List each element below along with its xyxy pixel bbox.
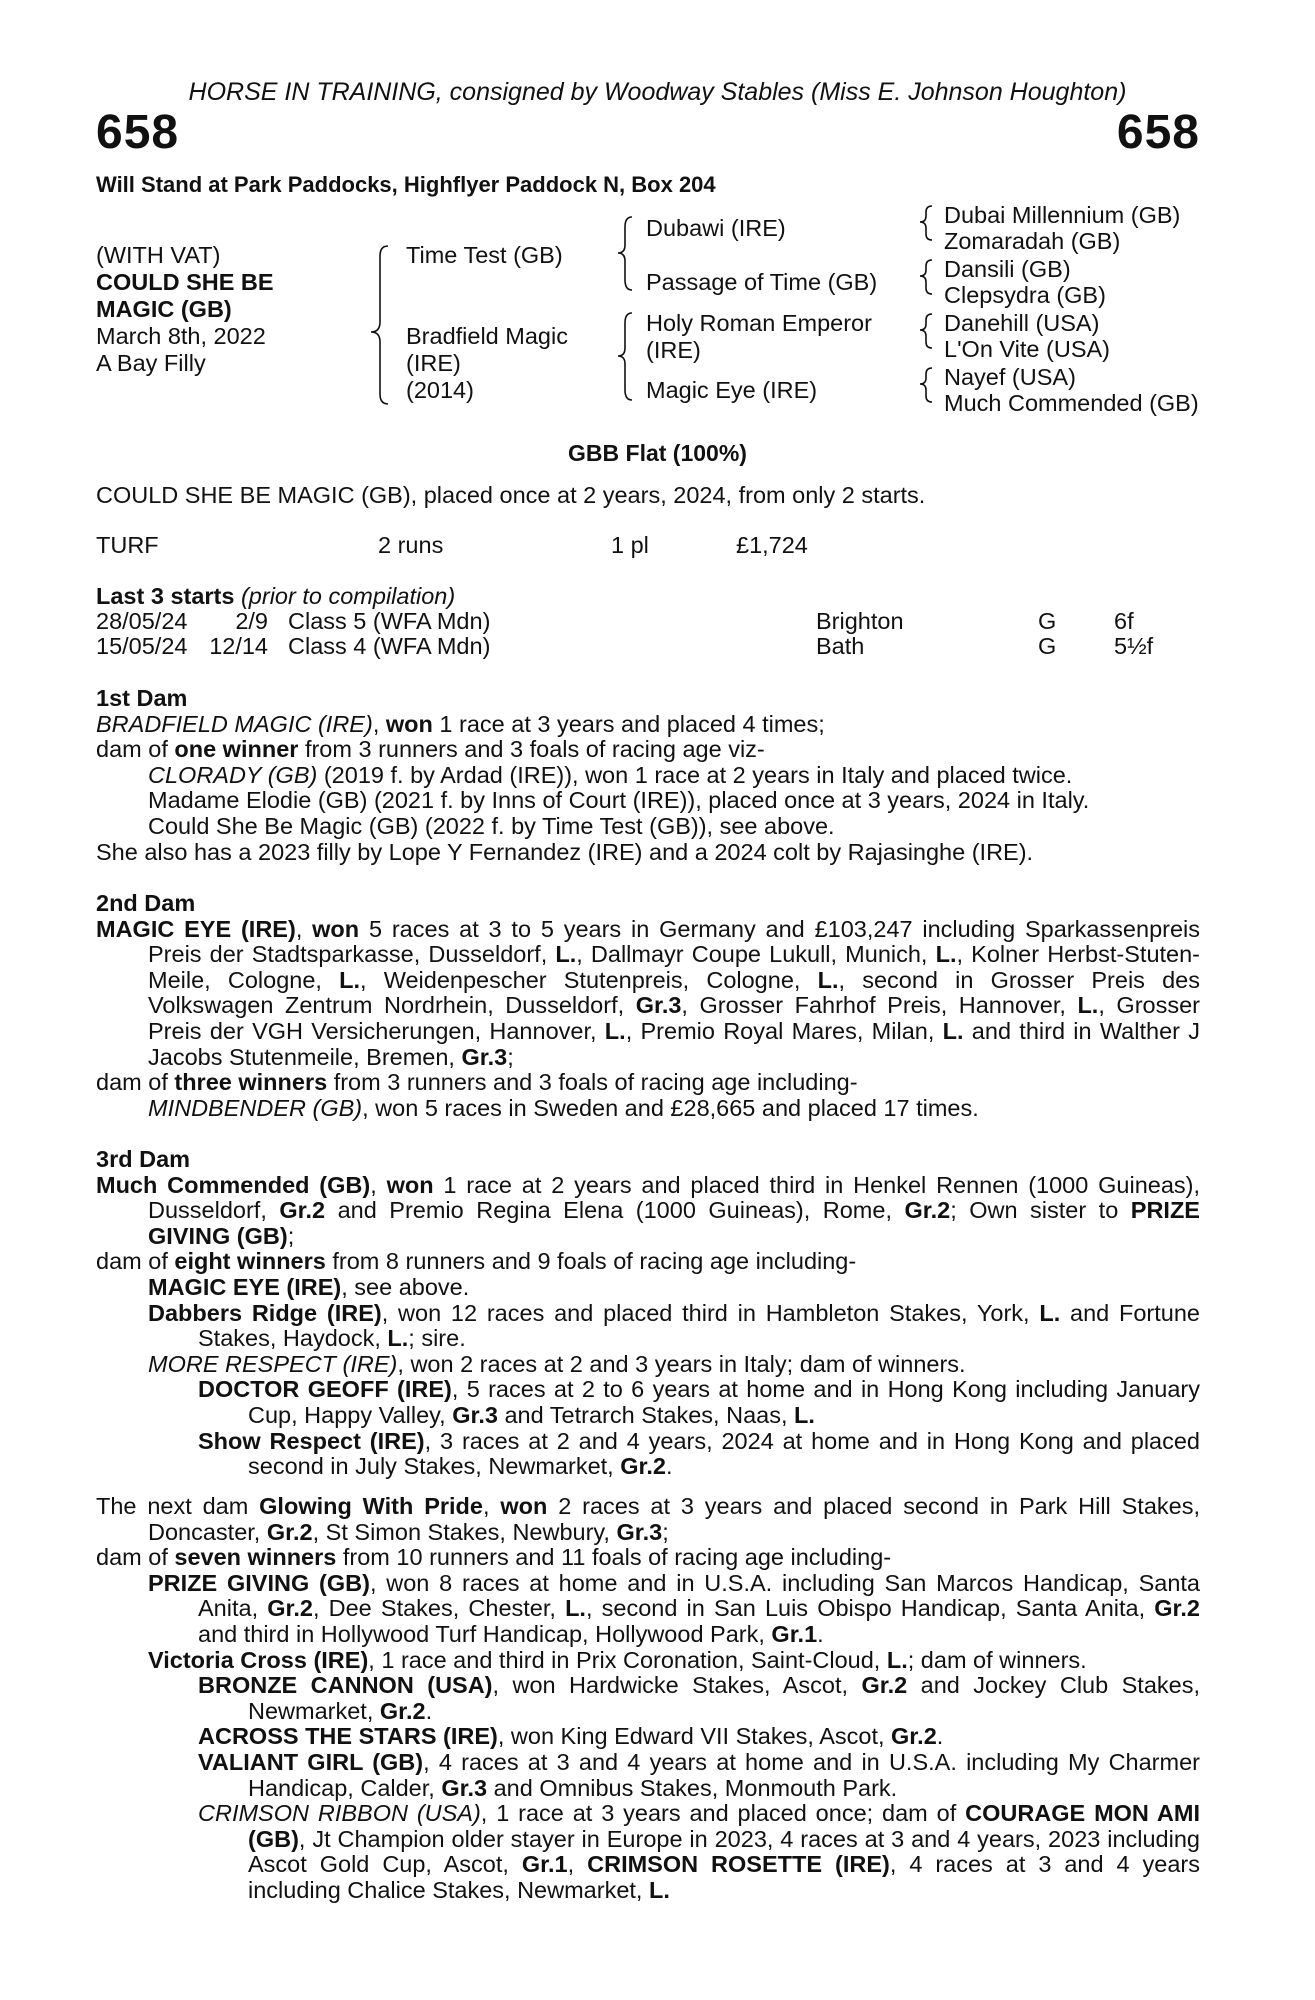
start-going: G [1038, 633, 1057, 659]
listed-label: L. [886, 1646, 908, 1673]
start-position: 12/14 [209, 633, 268, 659]
won-label: won [386, 1171, 434, 1198]
produce-entry: PRIZE GIVING (GB), won 8 races at home and in U.S.A. including San Marcos Handicap, Santa Anita, Gr.2, Dee Stakes, Chester, L., second in San Luis Obispo Handicap, Santa Anita, Gr.2 and third in Hollywood Turf Handicap, Hollywood Park, Gr.1. [148, 1569, 1200, 1647]
group-label: Gr.2 [267, 1595, 313, 1622]
third-dam-section [96, 1147, 1200, 1480]
grandproduce-entry: BRONZE CANNON (USA), won Hardwicke Stakes, Ascot, Gr.2 and Jockey Club Stakes, Newmarket, Gr.2. [198, 1672, 1201, 1724]
consignor-header: HORSE IN TRAINING, consigned by Woodway Stables (Miss E. Johnson Houghton) [188, 78, 1127, 106]
section-heading: 1st Dam [96, 685, 188, 711]
dam-name: MAGIC EYE (IRE) [96, 915, 296, 942]
dam-record: MAGIC EYE (IRE), won 5 races at 3 to 5 years in Germany and £103,247 including Sparkassenpreis Preis der Stadtsparkasse, Dusseldorf, L., Dallmayr Coupe Lukull, Munich, L., Kolner Herbst-Stuten-Meile, Cologne, L., Weidenpescher Stutenpreis, Cologne, L., second in Grosser Preis des Volkswagen Zentrum Nordrhein, Dusseldorf, Gr.3, Grosser Fahrhof Preis, Hannover, L., Grosser Preis der VGH Versicherungen, Hannover, L., Premio Royal Mares, Milan, L. and third in Walther J Jacobs Stutenmeile, Bremen, Gr.3; [96, 915, 1201, 1070]
listed-label: L. [1077, 992, 1099, 1019]
listed-label: L. [935, 941, 957, 968]
won-label: won [500, 1493, 548, 1519]
start-class: Class 5 (WFA Mdn) [288, 608, 491, 634]
lot-number-left: 658 [96, 106, 180, 159]
group-label: Gr.2 [620, 1453, 666, 1480]
listed-label: L. [794, 1401, 815, 1428]
pedigree-ggp-2: Zomaradah (GB) [944, 228, 1121, 254]
group-label: Gr.3 [441, 1774, 488, 1801]
listed-label: L. [555, 941, 577, 968]
listed-label: L. [648, 1876, 670, 1903]
last-starts-title: Last 3 starts [96, 583, 235, 609]
brace-ds [920, 314, 932, 348]
grandproduce-entry: VALIANT GIRL (GB), 4 races at 3 and 4 years at home and in U.S.A. including My Charmer Handicap, Calder, Gr.3 and Omnibus Stakes, Monmouth Park. [198, 1748, 1200, 1801]
section-heading: 3rd Dam [96, 1146, 191, 1172]
group-label: Gr.2 [279, 1197, 326, 1224]
group-label: Gr.1 [771, 1620, 818, 1647]
turf-placed: 1 pl [611, 532, 649, 558]
group-label: Gr.2 [379, 1697, 426, 1724]
race-summary: COULD SHE BE MAGIC (GB), placed once at 2 years, 2024, from only 2 starts. [96, 482, 926, 508]
turf-runs: 2 runs [378, 532, 444, 558]
produce-name: PRIZE GIVING (GB) [148, 1569, 370, 1596]
produce-name: MAGIC EYE (IRE) [148, 1273, 342, 1300]
group-label: Gr.1 [521, 1851, 568, 1878]
grandproduce-entry: CRIMSON RIBBON (USA), 1 race at 3 years and placed once; dam of COURAGE MON AMI (GB), Jt Champion older stayer in Europe in 2023, 4 races at 3 and 4 years, 2023 including Ascot Gold Cup, Ascot, Gr.1, CRIMSON ROSETTE (IRE), 4 races at 3 and 4 years including Chalice Stakes, Newmarket, L. [198, 1800, 1200, 1903]
group-label: Gr.3 [461, 1043, 508, 1070]
grandproduce-entry: Show Respect (IRE), 3 races at 2 and 4 years, 2024 at home and in Hong Kong and placed second in July Stakes, Newmarket, Gr.2. [198, 1427, 1200, 1480]
pedigree-ggp-3: Dansili (GB) [944, 256, 1071, 282]
brace-ss [920, 206, 932, 240]
brace-main [371, 246, 388, 404]
first-dam-section [96, 686, 1200, 865]
listed-label: L. [565, 1595, 586, 1622]
pedigree-ggp-6: L'On Vite (USA) [944, 336, 1111, 362]
brace-sd [920, 260, 932, 294]
horse-description: A Bay Filly [96, 350, 206, 376]
listed-label: L. [387, 1325, 409, 1352]
horse-name-line1: COULD SHE BE [96, 269, 274, 295]
produce-rest: from 3 runners and 3 foals of racing age viz- [298, 736, 765, 763]
additional-produce: She also has a 2023 filly by Lope Y Fernandez (IRE) and a 2024 colt by Rajasinghe (IRE). [96, 838, 1034, 865]
listed-label: L. [942, 1017, 964, 1044]
produce-name: CRIMSON RIBBON (USA) [198, 1800, 481, 1827]
start-distance: 5½f [1114, 633, 1154, 659]
group-label: Gr.2 [861, 1672, 908, 1699]
pedigree-braces [0, 0, 1315, 460]
dam-record: The next dam Glowing With Pride, won 2 races at 3 years and placed second in Park Hill Stakes, Doncaster, Gr.2, St Simon Stakes, Newbury, Gr.3; [96, 1493, 1200, 1545]
group-label: Gr.2 [904, 1197, 951, 1224]
lot-number-right: 658 [1116, 106, 1200, 159]
listed-label: L. [1039, 1299, 1061, 1326]
produce-text: (2019 f. by Ardad (IRE)), won 1 race at 2 years in Italy and placed twice. [317, 761, 1073, 788]
start-class: Class 4 (WFA Mdn) [288, 633, 491, 659]
start-course: Brighton [816, 608, 904, 634]
listed-label: L. [339, 966, 361, 993]
group-label: Gr.3 [635, 992, 682, 1019]
group-label: Gr.3 [616, 1518, 663, 1545]
dam-name: Glowing With Pride [259, 1493, 483, 1519]
pedigree-dam-line2: (IRE) [406, 350, 461, 376]
turf-prize-money: £1,724 [736, 532, 808, 558]
grandproduce-entry: ACROSS THE STARS (IRE), won King Edward VII Stakes, Ascot, Gr.2. [198, 1723, 944, 1750]
group-label: Gr.2 [1154, 1595, 1200, 1622]
pedigree-dam-dam: Magic Eye (IRE) [646, 377, 818, 403]
produce-pre: dam of [96, 736, 175, 763]
produce-name: MINDBENDER (GB) [148, 1094, 363, 1121]
produce-name: CLORADY (GB) [148, 761, 318, 788]
dam-name: BRADFIELD MAGIC (IRE) [96, 710, 373, 737]
winners-count: three winners [174, 1069, 328, 1096]
pedigree-ggp-1: Dubai Millennium (GB) [944, 202, 1181, 228]
dam-name: Much Commended (GB) [96, 1171, 371, 1198]
produce-name: Dabbers Ridge (IRE) [148, 1299, 382, 1326]
dam-record-text: 1 race at 3 years and placed 4 times; [432, 710, 825, 737]
produce-entry: Madame Elodie (GB) (2021 f. by Inns of Court (IRE)), placed once at 3 years, 2024 in Italy. [148, 787, 1090, 814]
stand-location: Will Stand at Park Paddocks, Highflyer Paddock N, Box 204 [96, 172, 716, 197]
produce-name: MORE RESPECT (IRE) [148, 1350, 398, 1377]
pedigree-ggp-8: Much Commended (GB) [944, 390, 1199, 416]
produce-entry: Victoria Cross (IRE), 1 race and third in Prix Coronation, Saint-Cloud, L.; dam of winners. [148, 1646, 1087, 1673]
produce-name: BRONZE CANNON (USA) [198, 1672, 493, 1699]
pedigree-ggp-7: Nayef (USA) [944, 364, 1076, 390]
dam-record: BRADFIELD MAGIC (IRE), won 1 race at 3 years and placed 4 times; [96, 710, 825, 737]
pedigree-ggp-5: Danehill (USA) [944, 310, 1100, 336]
produce-entry: MAGIC EYE (IRE), see above. [148, 1273, 470, 1300]
pedigree-sire: Time Test (GB) [406, 242, 563, 268]
winners-count: one winner [174, 736, 299, 763]
dam-record: Much Commended (GB), won 1 race at 2 years and placed third in Henkel Rennen (1000 Guineas), Dusseldorf, Gr.2 and Premio Regina Elena (1000 Guineas), Rome, Gr.2; Own sister to PRIZE GIVING (GB); [96, 1171, 1201, 1249]
produce-entry: MINDBENDER (GB), won 5 races in Sweden and £28,665 and placed 17 times. [148, 1094, 979, 1121]
start-distance: 6f [1114, 608, 1134, 634]
produce-name: ACROSS THE STARS (IRE) [198, 1723, 498, 1750]
group-label: Gr.2 [891, 1723, 937, 1750]
brace-dam [618, 313, 632, 400]
pedigree-sire-sire: Dubawi (IRE) [646, 215, 786, 241]
start-course: Bath [816, 633, 865, 659]
pedigree-sire-dam: Passage of Time (GB) [646, 269, 878, 295]
start-date: 28/05/24 [96, 608, 188, 634]
second-dam-section [96, 891, 1200, 1121]
produce-entry [96, 763, 1200, 789]
pedigree-dam-line1: Bradfield Magic [406, 323, 568, 349]
last-starts-note: (prior to compilation) [240, 583, 456, 609]
vat-note: (WITH VAT) [96, 242, 221, 268]
produce-summary: dam of seven winners from 10 runners and 11 foals of racing age including- [96, 1544, 892, 1571]
section-heading: 2nd Dam [96, 890, 196, 916]
start-position: 2/9 [235, 608, 268, 634]
listed-label: L. [604, 1017, 626, 1044]
group-label: Gr.2 [266, 1518, 313, 1545]
produce-summary [96, 737, 1200, 763]
listed-label: L. [817, 966, 839, 993]
brace-sire [618, 217, 632, 290]
turf-label: TURF [96, 532, 159, 558]
group-label: Gr.3 [452, 1401, 498, 1428]
horse-dob: March 8th, 2022 [96, 323, 266, 349]
last-starts-heading [96, 584, 455, 610]
produce-summary: dam of three winners from 3 runners and 3 foals of racing age including- [96, 1069, 858, 1096]
brace-dd [920, 368, 932, 402]
produce-entry: Dabbers Ridge (IRE), won 12 races and placed third in Hambleton Stakes, York, L. and Fortune Stakes, Haydock, L.; sire. [148, 1299, 1200, 1352]
produce-name: VALIANT GIRL (GB) [198, 1748, 424, 1775]
produce-name: Show Respect (IRE) [198, 1427, 425, 1454]
start-date: 15/05/24 [96, 633, 188, 659]
pedigree-dam-sire-line1: Holy Roman Emperor [646, 310, 872, 336]
produce-entry: MORE RESPECT (IRE), won 2 races at 2 and 3 years in Italy; dam of winners. [148, 1350, 966, 1377]
won-label: won [385, 710, 433, 737]
produce-name: COURAGE MON AMI (GB) [248, 1800, 1200, 1852]
won-label: won [312, 915, 360, 942]
winners-count: seven winners [174, 1544, 337, 1571]
pedigree-dam-sire-line2: (IRE) [646, 337, 701, 363]
sister-name: PRIZE GIVING (GB) [148, 1197, 1200, 1249]
produce-name: DOCTOR GEOFF (IRE) [198, 1376, 452, 1403]
produce-summary: dam of eight winners from 8 runners and 9 foals of racing age including- [96, 1248, 857, 1275]
grandproduce-entry: DOCTOR GEOFF (IRE), 5 races at 2 to 6 years at home and in Hong Kong including January Cup, Happy Valley, Gr.3 and Tetrarch Stakes, Naas, L. [198, 1376, 1200, 1428]
gbb-rating: GBB Flat (100%) [568, 440, 747, 466]
pedigree-dam-line3: (2014) [406, 377, 474, 403]
next-dam-section [96, 1494, 1200, 1904]
produce-name: CRIMSON ROSETTE (IRE) [587, 1851, 890, 1878]
start-going: G [1038, 608, 1057, 634]
produce-entry: Could She Be Magic (GB) (2022 f. by Time Test (GB)), see above. [148, 812, 835, 839]
produce-name: Victoria Cross (IRE) [148, 1646, 369, 1673]
pedigree-ggp-4: Clepsydra (GB) [944, 282, 1106, 308]
horse-name-line2: MAGIC (GB) [96, 296, 232, 322]
winners-count: eight winners [174, 1248, 326, 1275]
